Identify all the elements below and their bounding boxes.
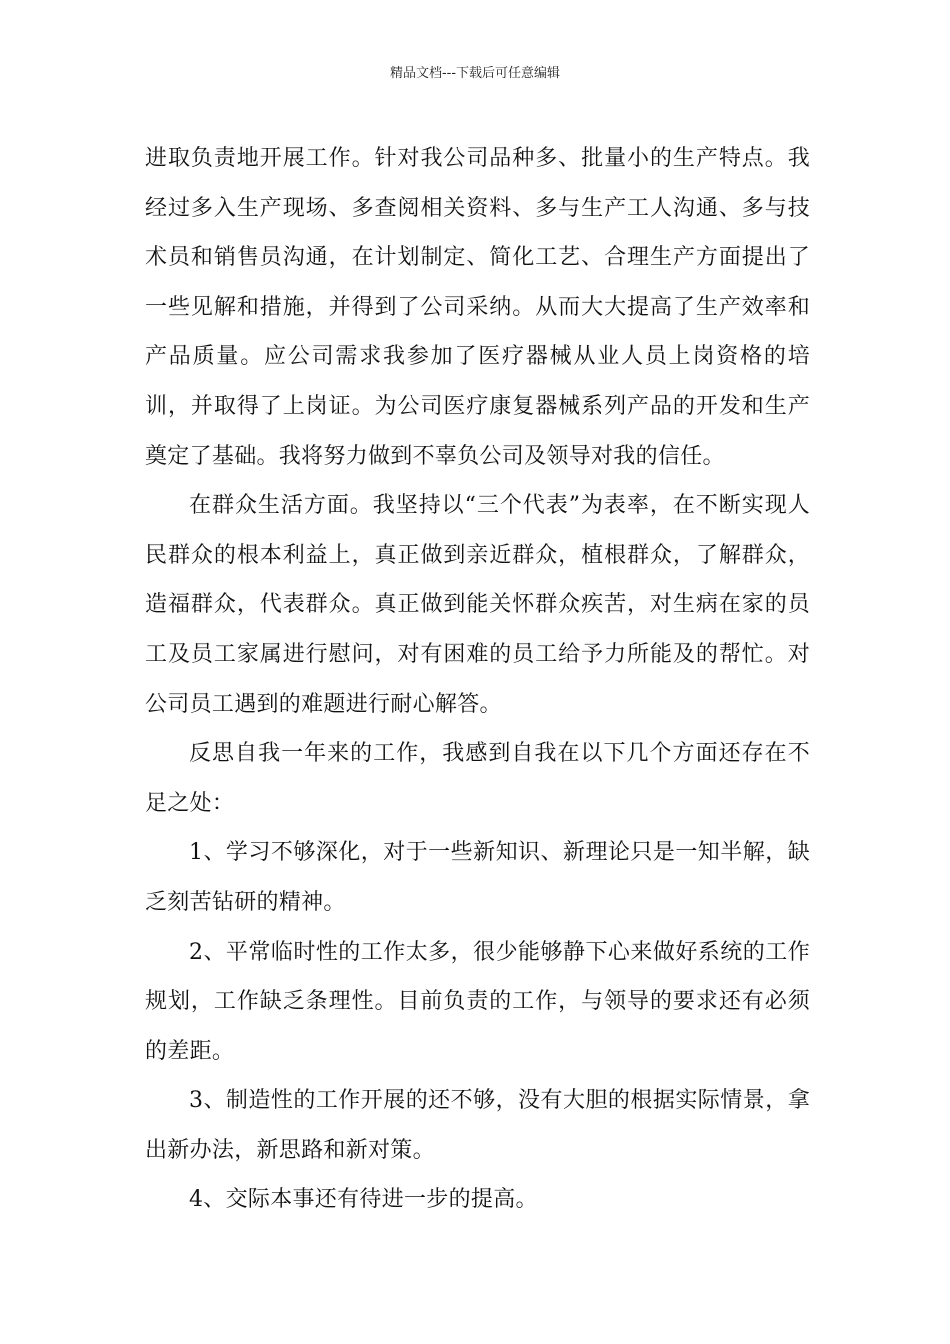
- paragraph-reflection: 反思自我一年来的工作，我感到自我在以下几个方面还存在不足之处：: [145, 741, 810, 816]
- paragraph-shortcoming-1: 1、学习不够深化，对于一些新知识、新理论只是一知半解，缺乏刻苦钻研的精神。: [145, 840, 810, 915]
- paragraph-shortcoming-4: 4、交际本事还有待进一步的提高。: [189, 1187, 538, 1213]
- document-header-watermark: 精品文档---下载后可任意编辑: [389, 66, 561, 81]
- paragraph-shortcoming-3: 3、制造性的工作开展的还不够，没有大胆的根据实际情景，拿出新办法，新思路和新对策。: [145, 1088, 810, 1163]
- paragraph-work-continuation: 进取负责地开展工作。针对我公司品种多、批量小的生产特点。我经过多入生产现场、多查阅相关资料、多与生产工人沟通、多与技术员和销售员沟通，在计划制定、简化工艺、合理生产方面提出了一些见解和措施，并得到了公司采纳。从而大大提高了生产效率和产品质量。应公司需求我参加了医疗器械从业人员上岗资格的培训，并取得了上岗证。为公司医疗康复器械系列产品的开发和生产奠定了基础。我将努力做到不辜负公司及领导对我的信任。: [145, 146, 810, 469]
- paragraph-shortcoming-2: 2、平常临时性的工作太多，很少能够静下心来做好系统的工作规划，工作缺乏条理性。目前负责的工作，与领导的要求还有必须的差距。: [145, 939, 810, 1064]
- paragraph-mass-life: 在群众生活方面。我坚持以“三个代表”为表率，在不断实现人民群众的根本利益上，真正做到亲近群众，植根群众，了解群众，造福群众，代表群众。真正做到能关怀群众疾苦，对生病在家的员工及员工家属进行慰问，对有困难的员工给予力所能及的帮忙。对公司员工遇到的难题进行耐心解答。: [145, 493, 810, 717]
- document-body: [145, 134, 810, 1225]
